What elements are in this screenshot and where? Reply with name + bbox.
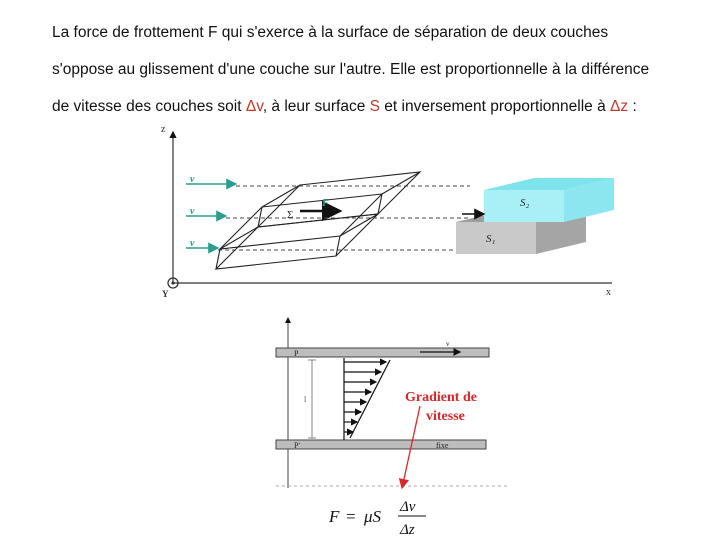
- velocity-label-3: v: [190, 238, 195, 249]
- intro-line-1: La force de frottement F qui s'exerce à la surface de séparation de deux couches: [52, 24, 609, 41]
- gradient-label-line-1: Gradient de: [405, 390, 477, 405]
- velocity-label-1: v: [190, 174, 195, 185]
- y-axis-label: Y: [162, 289, 169, 299]
- s2-label: S₂: [520, 197, 530, 209]
- formula-numerator: Δv: [400, 499, 416, 515]
- z-axis-label: z: [161, 124, 166, 135]
- fixed-label: fixe: [436, 441, 449, 450]
- plate-top-label: P: [294, 349, 299, 358]
- plate-bottom: [276, 440, 486, 449]
- intro-line-2: s'oppose au glissement d'une couche sur l'autre. Elle est proportionnelle à la différence: [52, 61, 650, 78]
- formula-mu-s: μS: [364, 507, 382, 526]
- surface-term: S: [369, 98, 380, 115]
- formula-lhs: F: [329, 507, 340, 526]
- delta-z-term: Δz: [610, 98, 629, 115]
- plate-velocity-label: v: [446, 340, 450, 348]
- intro-line-3-b: , à leur surface: [262, 98, 370, 115]
- layer-s2: [484, 178, 614, 222]
- x-axis-label: x: [606, 287, 611, 298]
- distance-label: l: [304, 395, 307, 404]
- formula-denominator: Δz: [400, 522, 415, 538]
- sigma-label: Σ: [287, 209, 294, 221]
- bottom-diagram: [276, 318, 508, 488]
- delta-v-term: Δv: [245, 98, 263, 115]
- gradient-label-line-2: vitesse: [426, 409, 465, 424]
- intro-line-3-d: :: [628, 98, 637, 115]
- intro-line-3-c: et inversement proportionnelle à: [379, 98, 611, 115]
- plate-bottom-label: P': [294, 441, 300, 450]
- velocity-label-2: v: [190, 206, 195, 217]
- fluid-element-wireframe: [216, 172, 420, 269]
- top-diagram: [161, 124, 614, 299]
- profile-arrows: [344, 362, 386, 432]
- intro-line-3-a: de vitesse des couches soit: [52, 98, 246, 115]
- viscosity-formula: [328, 499, 426, 538]
- formula-equals: =: [346, 507, 356, 526]
- s1-label: S₁: [486, 233, 496, 245]
- origin-dot: [171, 281, 174, 284]
- force-label: F: [322, 198, 329, 209]
